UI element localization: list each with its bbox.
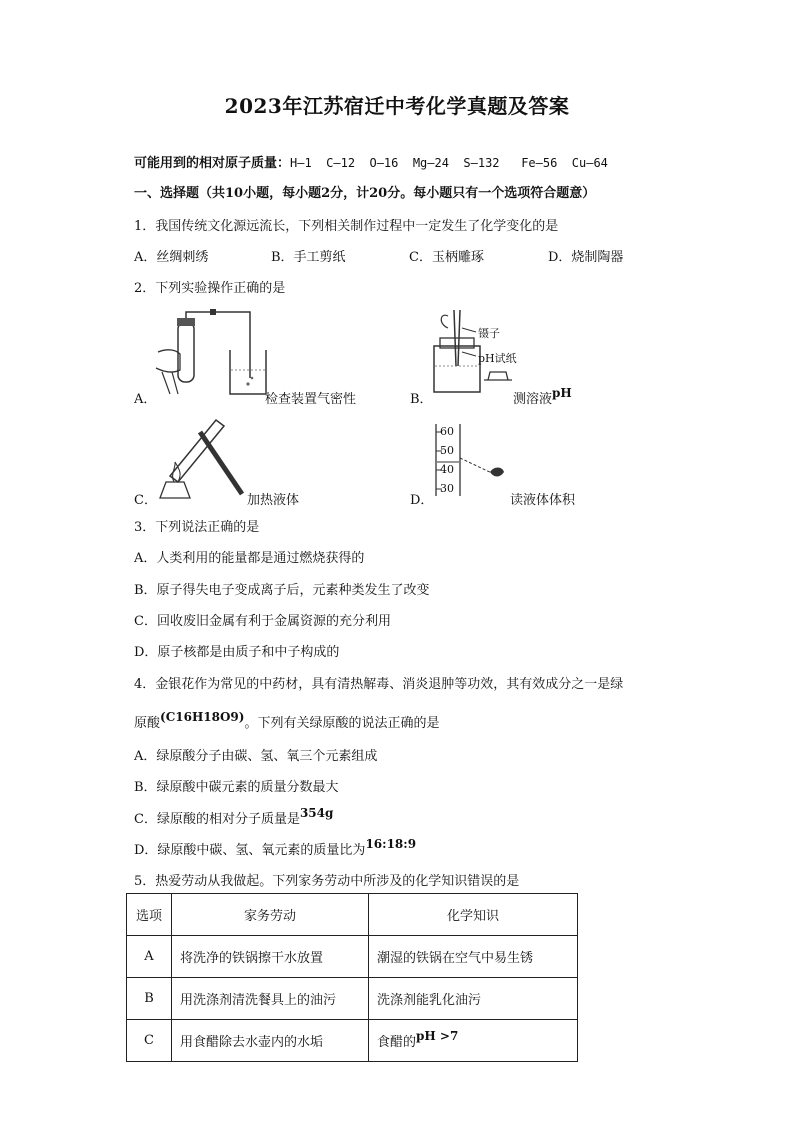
q4-option-c-text: C．绿原酸的相对分子质量是 [134, 812, 300, 827]
ph-paper-caption: pH试纸 [478, 352, 517, 365]
q2-c-text: 加热液体 [247, 493, 300, 508]
table-row [127, 978, 578, 1020]
row-a-housework: 将洗净的铁锅擦干水放置 [172, 936, 369, 978]
q3-option-c: C．回收废旧金属有利于金属资源的充分利用 [134, 614, 391, 629]
q2-a-text: 检查装置气密性 [265, 392, 357, 407]
q5-stem: 5．热爱劳动从我做起。下列家务劳动中所涉及的化学知识错误的是 [134, 874, 520, 889]
q4-option-b: B．绿原酸中碳元素的质量分数最大 [134, 780, 339, 795]
q4-formula: (C16H18O9) [160, 710, 245, 724]
q4-option-d-text: D．绿原酸中碳、氢、氧元素的质量比为 [134, 843, 366, 858]
q4-option-c [134, 808, 333, 827]
table-row [127, 1020, 578, 1062]
scale-60: 60 [440, 425, 454, 438]
atomic-masses-values: H—1 C—12 O—16 Mg—24 S—132 Fe—56 Cu—64 [290, 156, 608, 170]
row-c-option: C [127, 1020, 172, 1062]
q2-b-text [513, 388, 572, 407]
row-b-option: B [127, 978, 172, 1020]
q3-stem: 3．下列说法正确的是 [134, 520, 260, 535]
scale-50: 50 [440, 444, 454, 457]
q1-option-d: D．烧制陶器 [548, 250, 624, 265]
row-c-housework: 用食醋除去水壶内的水垢 [172, 1020, 369, 1062]
q4-stem-line1: 4．金银花作为常见的中药材，具有清热解毒、消炎退肿等功效，其有效成分之一是绿 [134, 677, 624, 692]
q4-stem-pre: 原酸 [134, 716, 161, 731]
q3-option-a: A．人类利用的能量都是通过燃烧获得的 [134, 551, 365, 566]
row-b-housework: 用洗涤剂清洗餐具上的油污 [172, 978, 369, 1020]
q2-b-label: B． [410, 392, 433, 407]
q2-b-ph: pH [552, 386, 572, 400]
row-b-knowledge: 洗涤剂能乳化油污 [369, 978, 578, 1020]
q1-stem: 1．我国传统文化源远流长，下列相关制作过程中一定发生了化学变化的是 [134, 219, 559, 234]
scale-40: 40 [440, 463, 454, 476]
q2-d-label: D． [410, 493, 434, 508]
section-heading: 一、选择题（共10小题，每小题2分，计20分。每小题只有一个选项符合题意） [134, 186, 596, 201]
q2-d-text: 读液体体积 [510, 493, 576, 508]
header-chem-knowledge: 化学知识 [369, 894, 578, 936]
header-housework: 家务劳动 [172, 894, 369, 936]
airtight-check-apparatus-icon [150, 308, 270, 400]
tweezers-caption: 镊子 [478, 327, 500, 340]
q2-c-label: C． [134, 493, 157, 508]
row-c-knowledge [369, 1020, 578, 1062]
q4-option-a: A．绿原酸分子由碳、氢、氧三个元素组成 [134, 749, 378, 764]
q2-stem: 2．下列实验操作正确的是 [134, 281, 286, 296]
table-header-row [127, 894, 578, 936]
q2-a-label: A． [134, 392, 157, 407]
row-a-option: A [127, 936, 172, 978]
row-a-knowledge: 潮湿的铁锅在空气中易生锈 [369, 936, 578, 978]
q3-option-b: B．原子得失电子变成离子后，元素种类发生了改变 [134, 583, 430, 598]
q1-option-c: C．玉柄雕琢 [409, 250, 484, 265]
header-option: 选项 [127, 894, 172, 936]
table-row [127, 936, 578, 978]
q4-stem-line2 [134, 712, 439, 731]
q4-option-d-value: 16:18:9 [365, 837, 417, 851]
row-c-ph: pH >7 [416, 1029, 459, 1043]
q4-option-d [134, 839, 416, 858]
scale-30: 30 [440, 482, 454, 495]
q4-stem-post: 。下列有关绿原酸的说法正确的是 [244, 716, 440, 731]
atomic-masses [134, 152, 608, 171]
q1-option-a: A．丝绸刺绣 [134, 250, 209, 265]
heating-liquid-apparatus-icon [150, 412, 250, 502]
q5-table [126, 893, 578, 1062]
q1-option-b: B．手工剪纸 [271, 250, 346, 265]
q4-option-c-value: 354g [299, 806, 334, 820]
q2-b-text-main: 测溶液 [513, 392, 553, 407]
atomic-masses-label: 可能用到的相对原子质量： [134, 156, 291, 171]
q3-option-d: D．原子核都是由质子和中子构成的 [134, 645, 340, 660]
page-title: 2023年江苏宿迁中考化学真题及答案 [224, 94, 570, 118]
row-c-knowledge-text: 食醋的 [377, 1035, 417, 1050]
